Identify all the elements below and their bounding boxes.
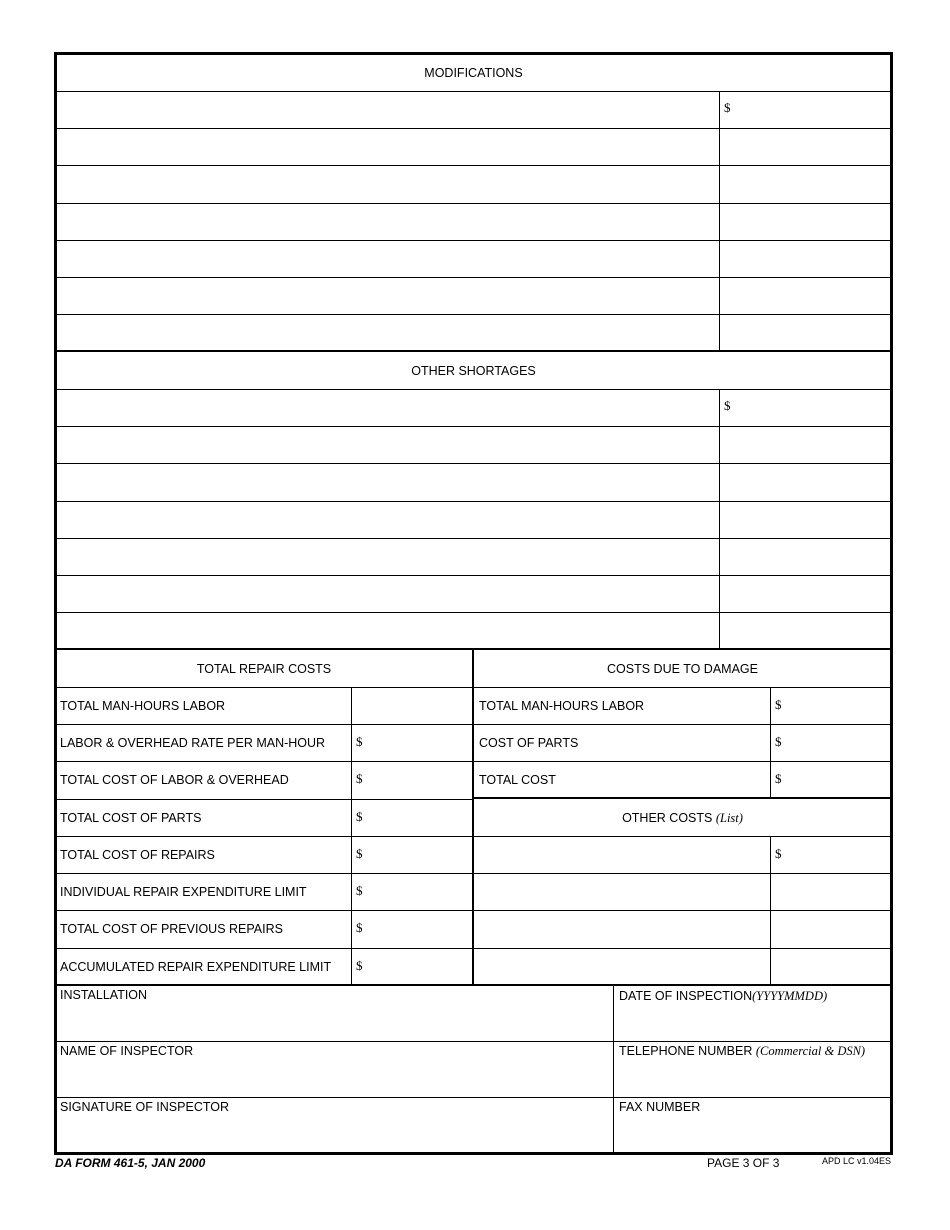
divider	[56, 1041, 891, 1042]
damage-total-cost-label: TOTAL COST	[479, 773, 556, 787]
telephone-note: (Commercial & DSN)	[755, 1044, 866, 1058]
shortages-item-field[interactable]	[56, 539, 719, 575]
total-cost-previous-repairs-label: TOTAL COST OF PREVIOUS REPAIRS	[60, 922, 283, 936]
total-cost-labor-overhead-field[interactable]	[352, 762, 472, 799]
modifications-cost-field[interactable]	[720, 315, 891, 350]
total-cost-parts-field[interactable]	[352, 800, 472, 836]
shortages-item-field[interactable]	[56, 613, 719, 648]
total-cost-previous-repairs-dollar-sign: $	[356, 920, 363, 935]
telephone-number-text: TELEPHONE NUMBER	[619, 1044, 753, 1058]
labor-overhead-rate-dollar-sign: $	[356, 734, 363, 749]
other-costs-amount-field[interactable]	[771, 911, 891, 948]
total-cost-repairs-field[interactable]	[352, 837, 472, 873]
other-costs-item-field[interactable]	[474, 837, 770, 873]
accumulated-repair-limit-field[interactable]	[352, 949, 472, 984]
divider	[56, 1097, 891, 1098]
damage-man-hours-field[interactable]	[771, 688, 891, 724]
other-costs-title-text: OTHER COSTS	[622, 811, 713, 825]
modifications-item-field[interactable]	[56, 204, 719, 240]
date-of-inspection-label	[619, 989, 827, 1003]
modifications-cost-field[interactable]	[720, 204, 891, 240]
modifications-cost-field[interactable]	[720, 166, 891, 202]
costs-due-to-damage-title: COSTS DUE TO DAMAGE	[607, 662, 758, 676]
fax-number-label: FAX NUMBER	[619, 1100, 701, 1114]
modifications-dollar-sign: $	[724, 100, 731, 115]
damage-total-cost-dollar-sign: $	[775, 771, 782, 786]
modifications-item-field[interactable]	[56, 315, 719, 350]
section-divider	[56, 984, 891, 986]
damage-cost-parts-dollar-sign: $	[775, 734, 782, 749]
other-costs-amount-field[interactable]	[771, 837, 891, 873]
telephone-number-label	[619, 1044, 865, 1058]
shortages-cost-field[interactable]	[720, 390, 891, 426]
other-costs-item-field[interactable]	[474, 874, 770, 910]
total-cost-labor-overhead-dollar-sign: $	[356, 771, 363, 786]
other-costs-amount-field[interactable]	[771, 874, 891, 910]
shortages-cost-field[interactable]	[720, 427, 891, 463]
shortages-cost-field[interactable]	[720, 539, 891, 575]
modifications-item-field[interactable]	[56, 241, 719, 277]
modifications-item-field[interactable]	[56, 278, 719, 314]
total-repair-costs-title: TOTAL REPAIR COSTS	[196, 662, 332, 676]
shortages-item-field[interactable]	[56, 390, 719, 426]
damage-cost-parts-label: COST OF PARTS	[479, 736, 579, 750]
other-shortages-dollar-sign: $	[724, 398, 731, 413]
installation-label: INSTALLATION	[60, 988, 148, 1002]
name-of-inspector-label: NAME OF INSPECTOR	[60, 1044, 194, 1058]
shortages-item-field[interactable]	[56, 464, 719, 500]
shortages-cost-field[interactable]	[720, 502, 891, 538]
fax-number-field[interactable]	[614, 1115, 891, 1152]
modifications-item-field[interactable]	[56, 92, 719, 128]
date-of-inspection-field[interactable]	[614, 1004, 891, 1041]
shortages-cost-field[interactable]	[720, 576, 891, 612]
shortages-item-field[interactable]	[56, 427, 719, 463]
modifications-cost-field[interactable]	[720, 241, 891, 277]
modifications-cost-field[interactable]	[720, 129, 891, 165]
section-divider	[474, 797, 891, 799]
total-cost-parts-dollar-sign: $	[356, 809, 363, 824]
damage-total-cost-field[interactable]	[771, 762, 891, 797]
shortages-item-field[interactable]	[56, 576, 719, 612]
page-number: PAGE 3 OF 3	[707, 1156, 780, 1170]
other-costs-item-field[interactable]	[474, 911, 770, 948]
form-identifier: DA FORM 461-5, JAN 2000	[55, 1156, 206, 1170]
installation-field[interactable]	[56, 1003, 613, 1041]
shortages-item-field[interactable]	[56, 502, 719, 538]
date-format-note: (YYYYMMDD)	[752, 989, 828, 1003]
individual-repair-limit-dollar-sign: $	[356, 883, 363, 898]
shortages-cost-field[interactable]	[720, 464, 891, 500]
damage-cost-parts-field[interactable]	[771, 725, 891, 761]
total-cost-previous-repairs-field[interactable]	[352, 911, 472, 948]
signature-of-inspector-label: SIGNATURE OF INSPECTOR	[60, 1100, 230, 1114]
version-label: APD LC v1.04ES	[822, 1156, 892, 1166]
individual-repair-limit-field[interactable]	[352, 874, 472, 910]
modifications-cost-field[interactable]	[720, 92, 891, 128]
other-shortages-title: OTHER SHORTAGES	[411, 364, 536, 378]
other-costs-dollar-sign: $	[775, 846, 782, 861]
signature-of-inspector-field[interactable]	[56, 1115, 613, 1152]
other-costs-title	[474, 811, 891, 825]
accumulated-repair-limit-label: ACCUMULATED REPAIR EXPENDITURE LIMIT	[60, 960, 332, 974]
labor-overhead-rate-field[interactable]	[352, 725, 472, 761]
other-costs-amount-field[interactable]	[771, 949, 891, 984]
individual-repair-limit-label: INDIVIDUAL REPAIR EXPENDITURE LIMIT	[60, 885, 307, 899]
telephone-number-field[interactable]	[614, 1059, 891, 1097]
total-cost-repairs-label: TOTAL COST OF REPAIRS	[60, 848, 215, 862]
modifications-item-field[interactable]	[56, 166, 719, 202]
other-costs-item-field[interactable]	[474, 949, 770, 984]
name-of-inspector-field[interactable]	[56, 1059, 613, 1097]
total-cost-parts-label: TOTAL COST OF PARTS	[60, 811, 202, 825]
date-of-inspection-text: DATE OF INSPECTION	[619, 989, 753, 1003]
damage-man-hours-dollar-sign: $	[775, 697, 782, 712]
modifications-title: MODIFICATIONS	[424, 66, 523, 80]
total-cost-repairs-dollar-sign: $	[356, 846, 363, 861]
total-man-hours-label: TOTAL MAN-HOURS LABOR	[60, 699, 226, 713]
accumulated-repair-limit-dollar-sign: $	[356, 958, 363, 973]
modifications-cost-field[interactable]	[720, 278, 891, 314]
damage-man-hours-label: TOTAL MAN-HOURS LABOR	[479, 699, 645, 713]
modifications-item-field[interactable]	[56, 129, 719, 165]
labor-overhead-rate-label: LABOR & OVERHEAD RATE PER MAN-HOUR	[60, 736, 326, 750]
total-cost-labor-overhead-label: TOTAL COST OF LABOR & OVERHEAD	[60, 773, 289, 787]
section-divider	[56, 350, 891, 352]
total-man-hours-field[interactable]	[352, 688, 472, 724]
other-costs-title-note: (List)	[715, 811, 743, 825]
shortages-cost-field[interactable]	[720, 613, 891, 648]
